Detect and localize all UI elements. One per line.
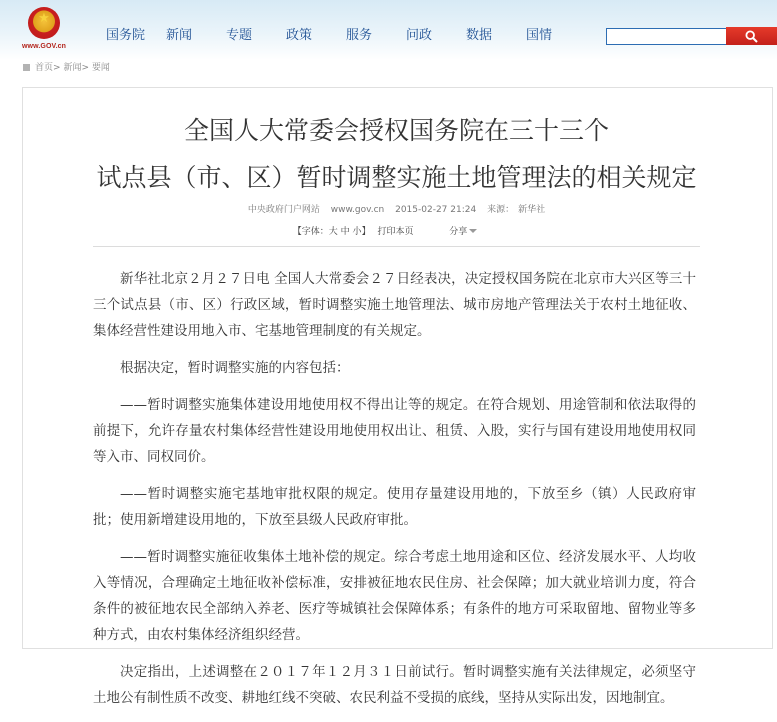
source-site: 中央政府门户网站	[247, 205, 320, 215]
article-meta	[0, 204, 777, 216]
font-size-close: 】	[361, 227, 371, 237]
breadcrumb-separator: >	[53, 63, 61, 73]
article-body	[93, 266, 696, 722]
breadcrumb-home[interactable]: 首页	[35, 63, 54, 73]
article-title-line-2: 试点县（市、区）暂时调整实施土地管理法的相关规定	[96, 163, 697, 192]
nav-item-policies[interactable]: 政策	[286, 28, 313, 43]
nav-item-national-info[interactable]: 国情	[526, 28, 553, 43]
nav-item-services[interactable]: 服务	[346, 28, 373, 43]
home-icon	[23, 64, 30, 71]
font-medium-button[interactable]: 中	[340, 227, 350, 237]
site-logo[interactable]	[22, 6, 66, 56]
print-button[interactable]: 打印本页	[377, 227, 414, 237]
nav-item-topics[interactable]: 专题	[226, 28, 253, 43]
font-size-label: 【字体：	[292, 227, 329, 237]
title-divider	[93, 246, 700, 247]
breadcrumb	[23, 63, 110, 74]
article-paragraph: 决定指出，上述调整在２０１７年１２月３１日前试行。暂时调整实施有关法律规定，必须坚守土地公有制性质不改变、耕地红线不突破、农民利益不受损的底线，坚持从实际出发，因地制宜。	[93, 664, 696, 706]
logo-text: www.GOV.cn	[22, 43, 67, 50]
nav-item-state-council[interactable]: 国务院	[106, 28, 146, 43]
share-button[interactable]	[449, 227, 477, 237]
source-url: www.gov.cn	[330, 205, 385, 215]
article-paragraph: ——暂时调整实施征收集体土地补偿的规定。综合考虑土地用途和区位、经济发展水平、人均收入等情况，合理确定土地征收补偿标准，安排被征地农民住房、社会保障；加大就业培训力度，符合条件的被征地农民全部纳入养老、医疗等城镇社会保障体系；有条件的地方可采取留地、留物业等多种方式，由农村集体经济组织经营。	[93, 549, 696, 643]
site-header	[0, 0, 777, 60]
publish-datetime: 2015-02-27 21:24	[395, 205, 477, 215]
origin-label: 来源：	[487, 205, 515, 215]
breadcrumb-headlines[interactable]: 要闻	[91, 63, 110, 73]
national-emblem-icon: ★	[28, 7, 60, 39]
article-paragraph: 根据决定，暂时调整实施的内容包括：	[120, 360, 350, 376]
chevron-down-icon	[469, 229, 477, 233]
nav-item-inquiry[interactable]: 问政	[406, 28, 433, 43]
search-input[interactable]	[606, 28, 729, 45]
search-icon	[745, 30, 758, 43]
search-button[interactable]	[726, 27, 777, 45]
breadcrumb-news[interactable]: 新闻	[63, 63, 82, 73]
nav-item-news[interactable]: 新闻	[166, 28, 193, 43]
article-tools	[0, 226, 770, 238]
font-large-button[interactable]: 大	[328, 227, 338, 237]
article-paragraph: ——暂时调整实施宅基地审批权限的规定。使用存量建设用地的，下放至乡（镇）人民政府审批；使用新增建设用地的，下放至县级人民政府审批。	[93, 486, 696, 528]
font-small-button[interactable]: 小	[352, 227, 362, 237]
article-paragraph: ——暂时调整实施集体建设用地使用权不得出让等的规定。在符合规划、用途管制和依法取得的前提下，允许存量农村集体经营性建设用地使用权出让、租赁、入股，实行与国有建设用地使用权同等入市、同权同价。	[93, 397, 696, 465]
nav-item-data[interactable]: 数据	[466, 28, 493, 43]
share-label: 分享	[449, 227, 468, 237]
origin: 新华社	[518, 205, 546, 215]
breadcrumb-separator: >	[81, 63, 89, 73]
article-paragraph: 新华社北京２月２７日电 全国人大常委会２７日经表决，决定授权国务院在北京市大兴区等三十三个试点县（市、区）行政区域，暂时调整实施土地管理法、城市房地产管理法关于农村土地征收、集体经营性建设用地入市、宅基地管理制度的有关规定。	[93, 271, 696, 339]
article-title-line-1: 全国人大常委会授权国务院在三十三个	[183, 116, 609, 145]
